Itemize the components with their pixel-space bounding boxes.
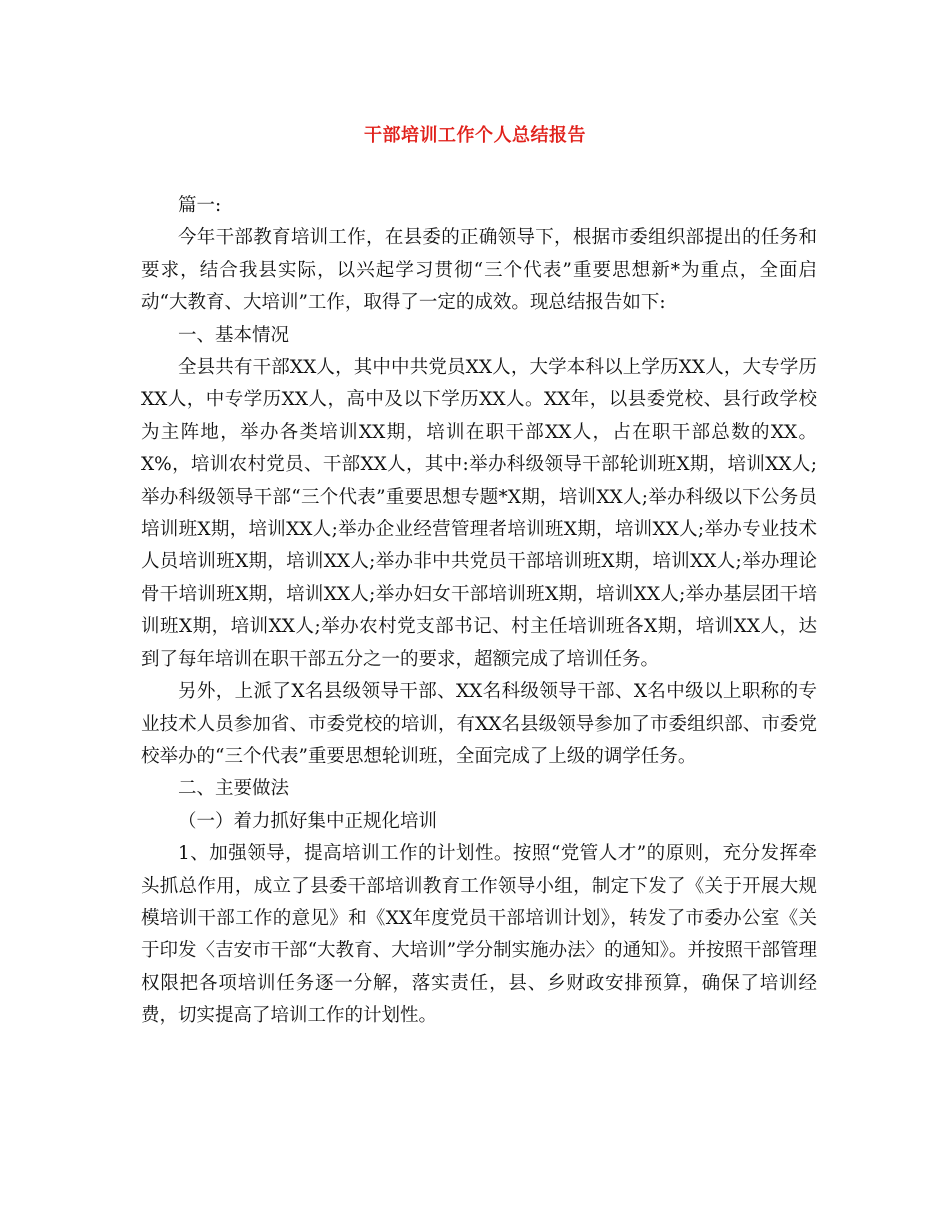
body-paragraph: 全县共有干部XX人，其中中共党员XX人，大学本科以上学历XX人，大专学历XX人，中专学历XX人，高中及以下学历XX人。XX年，以县委党校、县行政学校为主阵地，举办各类培训XX期，培训在职干部XX人，占在职干部总数的XX。X%，培训农村党员、干部XX人，其中:举办科级领导干部轮训班X期，培训XX人;举办科级领导干部“三个代表”重要思想专题*X期，培训XX人;举办科级以下公务员培训班X期，培训XX人;举办企业经营管理者培训班X期，培训XX人;举办专业技术人员培训班X期，培训XX人;举办非中共党员干部培训班X期，培训XX人;举办理论骨干培训班X期，培训XX人;举办妇女干部培训班X期，培训XX人;举办基层团干培训班X期，培训XX人;举办农村党支部书记、村主任培训班各X期，培训XX人，达到了每年培训在职干部五分之一的要求，超额完成了培训任务。 xyxy=(141,357,817,670)
body-paragraph: 另外，上派了X名县级领导干部、XX名科级领导干部、X名中级以上职称的专业技术人员参加省、市委党校的培训，有XX名县级领导参加了市委组织部、市委党校举办的“三个代表”重要思想轮训班，全面完成了上级的调学任务。 xyxy=(141,681,817,767)
section-label: 篇一: xyxy=(178,195,222,216)
subsection-heading: （一）着力抓好集中正规化培训 xyxy=(178,810,438,832)
document-body xyxy=(141,190,817,1033)
section-heading: 一、基本情况 xyxy=(178,324,290,346)
section-heading: 二、主要做法 xyxy=(178,778,290,800)
body-paragraph: 1、加强领导，提高培训工作的计划性。按照“党管人才”的原则，充分发挥牵头抓总作用，成立了县委干部培训教育工作领导小组，制定下发了《关于开展大规模培训干部工作的意见》和《XX年度党员干部培训计划》，转发了市委办公室《关于印发〈吉安市干部“大教育、大培训”学分制实施办法〉的通知》。并按照干部管理权限把各项培训任务逐一分解，落实责任，县、乡财政安排预算，确保了培训经费，切实提高了培训工作的计划性。 xyxy=(141,843,817,1027)
document-title: 干部培训工作个人总结报告 xyxy=(364,125,586,146)
body-paragraph: 今年干部教育培训工作，在县委的正确领导下，根据市委组织部提出的任务和要求，结合我县实际，以兴起学习贯彻“三个代表”重要思想新*为重点，全面启动“大教育、大培训”工作，取得了一定的成效。现总结报告如下: xyxy=(141,227,817,314)
